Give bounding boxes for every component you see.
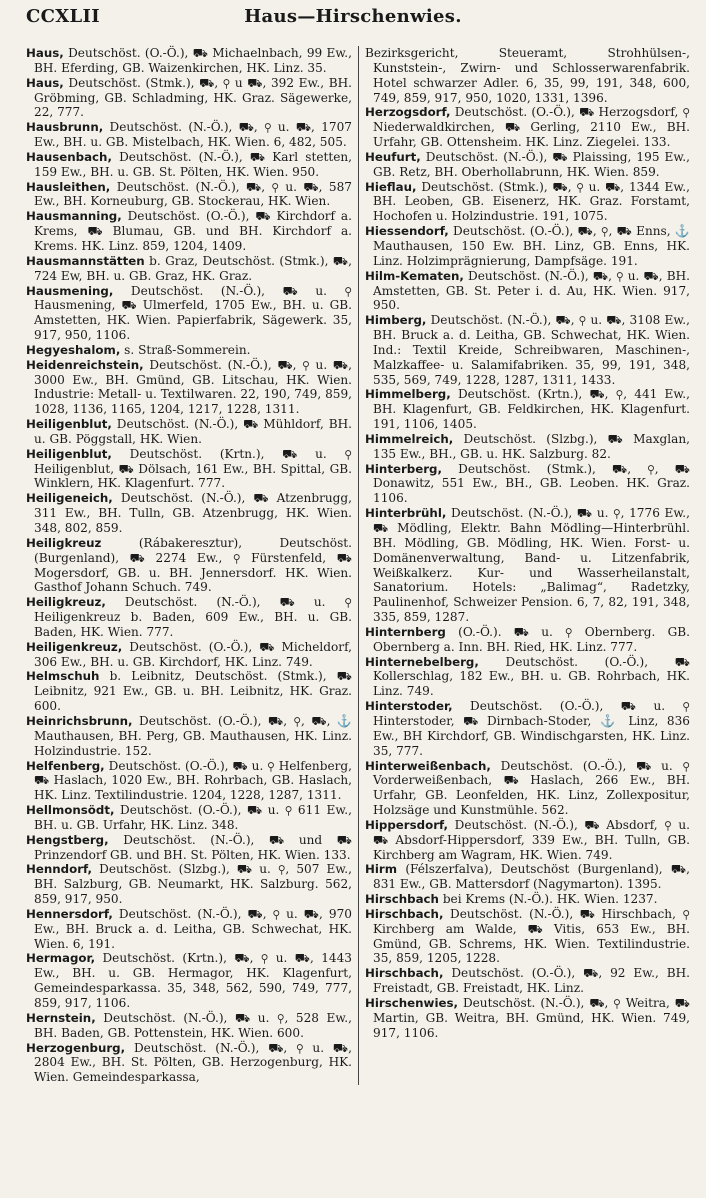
entry-details: (Félszerfalva), Deutschöst (Burgenland), ⛟, 831 Ew., GB. Mattersdorf (Nagymarton). 1395.	[373, 862, 690, 892]
entry-place-name: Hirschbach,	[365, 906, 444, 921]
running-title: Haus—Hirschenwies.	[244, 6, 462, 27]
entry-details: Deutschöst. (O.-Ö.), ⛟, ⚲, ⛟, ⚓ Mauthausen, BH. Perg, GB. Mauthausen, HK. Linz. Holzindustrie. 152.	[34, 713, 352, 758]
entry-details: Deutschöst. (N.-Ö.), ⛟ Hirschbach, ⚲ Kirchberg am Walde, ⛟ Vitis, 653 Ew., BH. Gmünd, GB. Schrems, HK. Wien. Textilindustrie. 35, 859, 1205, 1228.	[373, 906, 690, 966]
entry-place-name: Heufurt,	[365, 149, 421, 164]
directory-entry	[365, 150, 690, 180]
directory-entry	[365, 655, 690, 700]
directory-entry	[26, 447, 352, 492]
directory-entry	[365, 462, 690, 507]
entry-place-name: Hausleithen,	[26, 179, 111, 194]
entry-details: Deutschöst. (N.-Ö.), ⛟ u. ⚲ Heiligenkreuz b. Baden, 609 Ew., BH. u. GB. Baden, HK. Wien. 777.	[34, 595, 352, 639]
directory-entry	[365, 432, 690, 462]
entry-place-name: Herzogenburg,	[26, 1040, 126, 1055]
entry-details: Deutschöst. (O.-Ö.), ⛟ u. ⚲ Hinterstoder, ⛟ Dirnbach-Stoder, ⚓ Linz, 836 Ew., BH Kirchdorf, GB. Windischgarsten, HK. Linz. 35, 777.	[373, 699, 690, 758]
entry-details: Deutschöst. (O.-Ö.), ⛟ Micheldorf, 306 Ew., BH. u. GB. Kirchdorf, HK. Linz. 749.	[34, 639, 352, 669]
directory-entry	[26, 209, 352, 254]
entry-details: Deutschöst. (Stmk.), ⛟, ⚲ u ⛟, 392 Ew., BH. Gröbming, GB. Schladming, HK. Graz. Sägewerke, 22, 777.	[34, 75, 352, 120]
entry-place-name: Henndorf,	[26, 862, 93, 877]
entry-place-name: Hausenbach,	[26, 149, 112, 164]
entry-details: b. Graz, Deutschöst. (Stmk.), ⛟, 724 Ew, BH. u. GB. Graz, HK. Graz.	[34, 253, 352, 283]
directory-entry	[365, 625, 690, 655]
entry-place-name: Hirschbach	[365, 892, 439, 907]
entry-place-name: Hernstein,	[26, 1010, 96, 1025]
entry-place-name: Helmschuh	[26, 669, 100, 684]
directory-entry	[26, 1041, 352, 1086]
entry-place-name: Haus,	[26, 75, 64, 90]
entry-details: Deutschöst. (Krtn.), ⛟, ⚲ u. ⛟, 1443 Ew., BH. u. GB. Hermagor, HK. Klagenfurt, Gemeindesparkassa. 35, 348, 562, 590, 749, 777, 859, 917, 1106.	[34, 951, 352, 1010]
entry-place-name: Hermagor,	[26, 951, 96, 966]
directory-entry	[26, 536, 352, 595]
entry-details: Deutschöst. (Stmk.), ⛟, ⚲ u. ⛟, 1344 Ew., BH. Leoben, GB. Eisenerz, HK. Graz. Forstamt, Hochofen u. Holzindustrie. 191, 1075.	[373, 179, 690, 224]
entry-place-name: Hinterberg,	[365, 461, 442, 476]
entry-details: Deutschöst. (O.-Ö.), ⛟ Michaelnbach, 99 Ew., BH. Eferding, GB. Waizenkirchen, HK. Linz. 35.	[34, 46, 352, 75]
entry-place-name: Hegyeshalom,	[26, 342, 121, 357]
entry-place-name: Hellmonsödt,	[26, 803, 115, 818]
entry-details: Deutschöst. (O.-Ö.), ⛟, ⚲, ⛟ Enns, ⚓ Mauthausen, 150 Ew. BH. Linz, GB. Enns, HK. Linz. Holzimprägnierung, Dampfsäge. 191.	[373, 224, 690, 268]
entry-details: Deutschöst. (N.-Ö.), ⛟, ⚲ Weitra, ⛟ Martin, GB. Weitra, BH. Gmünd, HK. Wien. 749, 917, 1106.	[373, 996, 690, 1040]
directory-entry	[26, 284, 352, 343]
entry-details: Deutschöst. (O.-Ö.), ⛟ u. ⚲ Vorderweißenbach, ⛟ Haslach, 266 Ew., BH. Urfahr, GB. Leonfelden, HK. Linz, Zollexpositur, Holzsäge und Kunstmühle. 562.	[373, 758, 690, 818]
entry-place-name: Hirm	[365, 862, 398, 877]
entry-details: Deutschöst. (N.-Ö.), ⛟ Karl stetten, 159 Ew., BH. u. GB. St. Pölten, HK. Wien. 950.	[34, 149, 352, 179]
entry-details: Deutschöst. (O.-Ö.), ⛟ Herzogsdorf, ⚲ Niederwaldkirchen, ⛟ Gerling, 2110 Ew., BH. Urfahr, GB. Ottensheim. HK. Linz. Ziegelei. 133.	[373, 105, 690, 150]
entry-place-name: Hinternebelberg,	[365, 654, 479, 669]
entry-place-name: Hinterweißenbach,	[365, 758, 491, 773]
directory-entry	[26, 595, 352, 640]
entry-details: Deutschöst. (N.-Ö.), ⛟, ⚲ u. ⛟, 1707 Ew., BH. u. GB. Mistelbach, HK. Wien. 6, 482, 505.	[34, 120, 352, 150]
page-header	[26, 6, 692, 46]
entry-place-name: Hausmanning,	[26, 209, 122, 224]
entry-details: Deutschöst. (O.-Ö.), ⛟ Kirchdorf a. Krems, ⛟ Blumau, GB. und BH. Kirchdorf a. Krems. HK. Linz. 859, 1204, 1409.	[34, 209, 352, 253]
directory-entry	[26, 150, 352, 180]
directory-entry	[26, 180, 352, 210]
directory-entry	[365, 907, 690, 966]
directory-entry	[26, 951, 352, 1010]
entry-place-name: Heiligkreuz	[26, 535, 102, 550]
entry-place-name: Hinterbrühl,	[365, 506, 447, 521]
entry-place-name: Heiligkreuz,	[26, 595, 106, 610]
directory-entry	[26, 120, 352, 150]
entry-details: b. Leibnitz, Deutschöst. (Stmk.), ⛟ Leibnitz, 921 Ew., GB. u. BH. Leibnitz, HK. Graz. 600.	[34, 669, 352, 714]
directory-entry	[26, 358, 352, 417]
entry-details: (Rábakeresztur), Deutschöst. (Burgenland), ⛟ 2274 Ew., ⚲ Fürstenfeld, ⛟ Mogersdorf, GB. u. BH. Jennersdorf. HK. Wien. Gasthof Johann Schuch. 749.	[34, 535, 352, 595]
entry-details: Deutschöst. (N.-Ö.), ⛟, ⚲ u. ⛟, 3000 Ew., BH. Gmünd, GB. Litschau, HK. Wien. Industrie: Metall- u. Textilwaren. 22, 190, 749, 859, 1028, 1136, 1165, 1204, 1217, 1228, 1311.	[34, 357, 352, 417]
entry-place-name: Hinterstoder,	[365, 699, 453, 714]
entry-place-name: Heiligenblut,	[26, 446, 112, 461]
directory-entry	[26, 76, 352, 121]
directory-entry	[365, 699, 690, 758]
directory-entry	[365, 862, 690, 892]
entry-details: Deutschöst. (O.-Ö.), ⛟, 92 Ew., BH. Freistadt, GB. Freistadt, HK. Linz.	[373, 966, 690, 996]
directory-entry	[365, 105, 690, 150]
entry-place-name: Hieflau,	[365, 179, 417, 194]
entry-details: Deutschöst. (N.-Ö.), ⛟ Mühldorf, BH. u. GB. Pöggstall, HK. Wien.	[34, 417, 352, 446]
entry-details: Deutschöst. (N.-Ö.), ⛟ u. ⚲, 528 Ew., BH. Baden, GB. Pottenstein, HK. Wien. 600.	[34, 1010, 352, 1040]
page-number: CCXLII	[26, 6, 100, 27]
entry-details: Deutschöst. (O.-Ö.), ⛟ Kollerschlag, 182 Ew., BH. u. GB. Rohrbach, HK. Linz. 749.	[373, 654, 690, 699]
entry-details: Deutschöst. (Krtn.), ⛟ u. ⚲ Heiligenblut, ⛟ Dölsach, 161 Ew., BH. Spittal, GB. Winklern, HK. Klagenfurt. 777.	[34, 446, 352, 491]
entry-place-name: Hiessendorf,	[365, 224, 449, 239]
directory-entry	[365, 387, 690, 432]
directory-entry	[26, 759, 352, 804]
entry-details: s. Straß-Sommerein.	[124, 342, 251, 357]
entry-place-name: Himberg,	[365, 313, 427, 328]
entry-details: Bezirksgericht, Steueramt, Strohhülsen-, Kunststein-, Zwirn- und Schlosserwarenfabrik. Hotel schwarzer Adler. 6, 35, 99, 191, 348, 600, 749, 859, 917, 950, 1020, 1331, 1396.	[365, 46, 690, 105]
entry-details: Deutschöst. (Slzbg.), ⛟ u. ⚲, 507 Ew., BH. Salzburg, GB. Neumarkt, HK. Salzburg. 562, 859, 917, 950.	[34, 862, 352, 907]
directory-entry	[365, 892, 690, 907]
entry-place-name: Heidenreichstein,	[26, 357, 144, 372]
entry-place-name: Hinternberg	[365, 624, 446, 639]
directory-entry	[26, 803, 352, 833]
entry-details: Deutschöst. (N.-Ö.), ⛟, ⚲ u. ⛟, BH. Amstetten, GB. St. Peter i. d. Au, HK. Wien. 917, 950.	[373, 268, 690, 313]
entry-place-name: Hippersdorf,	[365, 817, 448, 832]
directory-entry	[365, 269, 690, 314]
entry-details: Deutschöst. (O.-Ö.), ⛟ u. ⚲ Helfenberg, ⛟ Haslach, 1020 Ew., BH. Rohrbach, GB. Haslach, HK. Linz. Textilindustrie. 1204, 1228, 1287, 1311.	[34, 758, 352, 803]
entry-place-name: Heiligeneich,	[26, 491, 113, 506]
entry-details: Deutschöst. (N.-Ö.), ⛟ Plaissing, 195 Ew., GB. Retz, BH. Oberhollabrunn, HK. Wien. 859.	[373, 149, 690, 179]
directory-entry	[26, 254, 352, 284]
directory-entry	[26, 417, 352, 447]
entry-details: Deutschöst. (N.-Ö.), ⛟, ⚲ u. ⛟, 587 Ew., BH. Korneuburg, GB. Stockerau, HK. Wien.	[34, 179, 352, 209]
entry-place-name: Heinrichsbrunn,	[26, 713, 133, 728]
directory-entry	[365, 313, 690, 387]
entry-details: Deutschöst. (Krtn.), ⛟, ⚲, 441 Ew., BH. Klagenfurt, GB. Feldkirchen, HK. Klagenfurt. 191, 1106, 1405.	[373, 387, 690, 432]
entry-place-name: Helfenberg,	[26, 758, 105, 773]
entry-details: Deutschöst. (N.-Ö.), ⛟ u. ⚲, 1776 Ew., ⛟ Mödling, Elektr. Bahn Mödling—Hinterbrühl. BH. Mödling, GB. Mödling, HK. Wien. Forst- u. Domänenverwaltung, Band- u. Litzenfabrik, Weißkalkerz. Kur- und Wasserheilanstalt, Sanatorium. Hotels: „Balimag“, Radetzky, Paulinenhof, Schweizer Pension. 6, 7, 82, 191, 348, 335, 859, 1287.	[373, 506, 690, 625]
directory-entry	[365, 506, 690, 625]
two-column-body	[26, 46, 692, 1085]
directory-entry	[26, 862, 352, 907]
directory-entry	[26, 343, 352, 358]
left-column	[26, 46, 358, 1085]
directory-entry	[365, 759, 690, 818]
directory-entry	[26, 1011, 352, 1041]
entry-place-name: Hirschbach,	[365, 966, 444, 981]
entry-details: (O.-Ö.). ⛟ u. ⚲ Obernberg. GB. Obernberg a. Inn. BH. Ried, HK. Linz. 777.	[373, 624, 690, 654]
directory-entry	[26, 640, 352, 670]
entry-details: Deutschöst. (N.-Ö.), ⛟ Atzenbrugg, 311 Ew., BH. Tulln, GB. Atzenbrugg, HK. Wien. 348, 802, 859.	[34, 491, 352, 535]
entry-place-name: Hengstberg,	[26, 832, 109, 847]
entry-place-name: Hilm-Kematen,	[365, 268, 464, 283]
entry-details: Deutschöst. (N.-Ö.), ⛟ Absdorf, ⚲ u. ⛟ Absdorf-Hippersdorf, 339 Ew., BH. Tulln, GB. Kirchberg am Wagram, HK. Wien. 749.	[373, 817, 690, 862]
entry-details: Deutschöst. (Stmk.), ⛟, ⚲, ⛟ Donawitz, 551 Ew., BH., GB. Leoben. HK. Graz. 1106.	[373, 461, 690, 506]
entry-details: Deutschöst. (N.-Ö.), ⛟, ⚲ u. ⛟, 2804 Ew., BH. St. Pölten, GB. Herzogenburg, HK. Wien. Gemeindesparkassa,	[34, 1040, 352, 1085]
entry-place-name: Himmelberg,	[365, 387, 451, 402]
directory-entry	[365, 966, 690, 996]
directory-entry	[365, 180, 690, 225]
entry-details: bei Krems (N.-Ö.). HK. Wien. 1237.	[442, 892, 658, 907]
directory-entry	[26, 669, 352, 714]
entry-place-name: Hausbrunn,	[26, 120, 104, 135]
entry-place-name: Hausmannstätten	[26, 253, 145, 268]
entry-details: Deutschöst. (N.-Ö.), ⛟, ⚲ u. ⛟, 970 Ew., BH. Bruck a. d. Leitha, GB. Schwechat, HK. Wien. 6, 191.	[34, 906, 352, 951]
entry-place-name: Heiligenblut,	[26, 417, 112, 432]
directory-entry	[26, 907, 352, 952]
directory-entry	[26, 833, 352, 863]
entry-place-name: Hennersdorf,	[26, 906, 113, 921]
directory-entry	[365, 818, 690, 863]
directory-entry	[365, 224, 690, 269]
entry-details: Deutschöst. (N.-Ö.), ⛟, ⚲ u. ⛟, 3108 Ew., BH. Bruck a. d. Leitha, GB. Schwechat, HK. Wien. Ind.: Textil Kreide, Schreibwaren, Maschinen-, Malzkaffee- u. Salamifabriken. 35, 99, 191, 348, 535, 569, 749, 1228, 1287, 1311, 1433.	[373, 313, 690, 387]
entry-details: Deutschöst. (N.-Ö.), ⛟ u. ⚲ Hausmening, ⛟ Ulmerfeld, 1705 Ew., BH. u. GB. Amstetten, HK. Wien. Papierfabrik, Sägewerk. 35, 917, 950, 1106.	[34, 283, 352, 343]
directory-entry	[365, 46, 690, 105]
entry-place-name: Haus,	[26, 46, 64, 60]
entry-details: Deutschöst. (O.-Ö.), ⛟ u. ⚲ 611 Ew., BH. u. GB. Urfahr, HK. Linz. 348.	[34, 803, 352, 832]
entry-place-name: Heiligenkreuz,	[26, 639, 123, 654]
directory-entry	[26, 714, 352, 759]
entry-details: Deutschöst. (Slzbg.), ⛟ Maxglan, 135 Ew., BH., GB. u. HK. Salzburg. 82.	[373, 431, 690, 461]
entry-place-name: Hirschenwies,	[365, 996, 458, 1010]
directory-entry	[26, 491, 352, 536]
entry-details: Deutschöst. (N.-Ö.), ⛟ und ⛟ Prinzendorf GB. und BH. St. Pölten, HK. Wien. 133.	[34, 832, 352, 862]
directory-entry	[365, 996, 690, 1041]
entry-place-name: Herzogsdorf,	[365, 105, 451, 120]
directory-entry	[26, 46, 352, 76]
entry-place-name: Himmelreich,	[365, 431, 454, 446]
entry-place-name: Hausmening,	[26, 283, 114, 298]
right-column	[358, 46, 690, 1085]
